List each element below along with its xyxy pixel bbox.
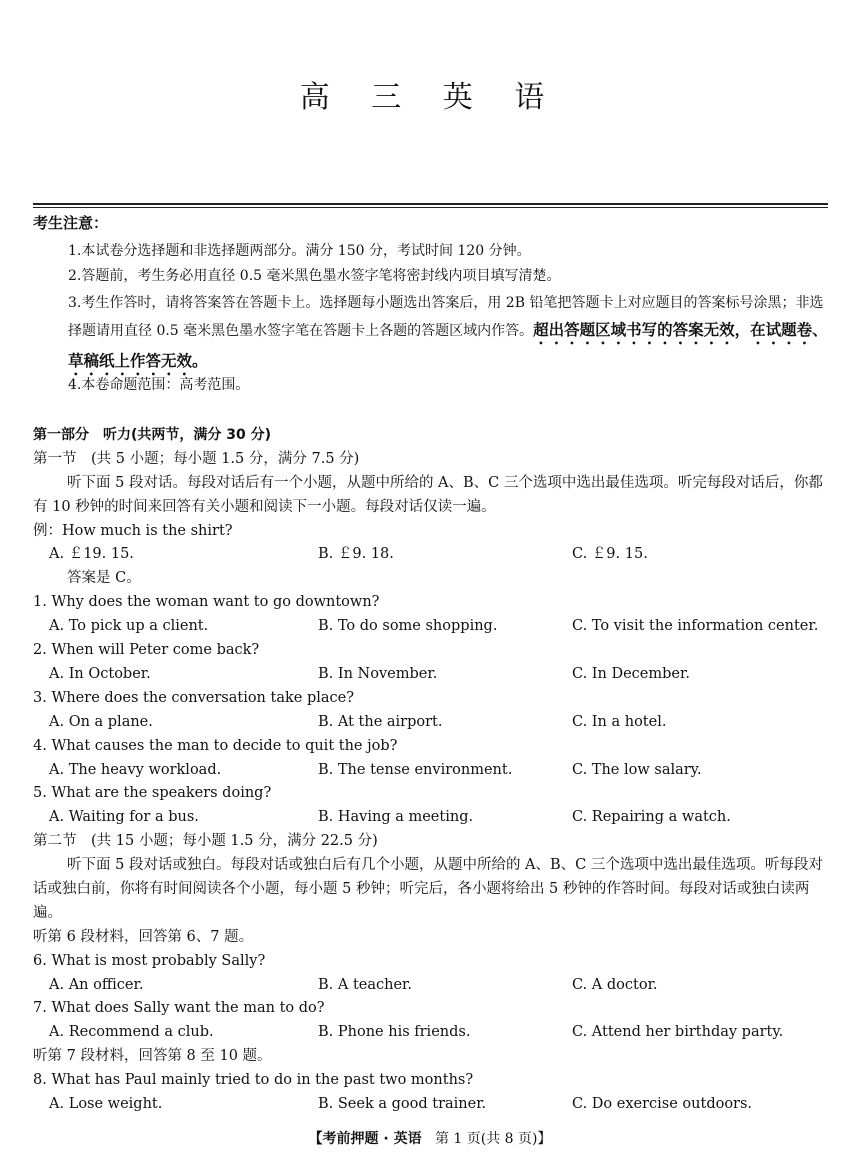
option-c: C. Do exercise outdoors. <box>572 1096 753 1113</box>
option-c: C. The low salary. <box>572 761 702 778</box>
notice-item-3 <box>68 290 830 379</box>
question-4-options <box>33 759 830 783</box>
option-b: B. A teacher. <box>318 976 412 993</box>
question-1-options <box>33 615 830 639</box>
example-options <box>33 543 830 567</box>
notice-item-3-emphasis: 超出答题区域书写的答案无效，在试题卷、草稿纸上作答无效。 <box>68 321 828 370</box>
question-7-options <box>33 1021 830 1045</box>
question-7: 7. What does Sally want the man to do? <box>33 1000 325 1017</box>
material-7-note: 听第 7 段材料，回答第 8 至 10 题。 <box>33 1048 272 1065</box>
option-a: A. In October. <box>49 665 151 682</box>
question-5-options <box>33 806 830 830</box>
question-2-options <box>33 663 830 687</box>
header-rule <box>33 203 828 205</box>
notice-item-3-text: 3.考生作答时，请将答案答在答题卡上。选择题每小题选出答案后，用 2B 铅笔把答题卡上对应题目的答案标号涂黑；非选择题请用直径 0.5 毫米黑色墨水签字笔在答题卡上各题的答题区域内作答。 <box>68 295 824 339</box>
option-b: B. To do some shopping. <box>318 618 498 635</box>
example-answer: 答案是 C。 <box>67 570 141 587</box>
option-b: B. Phone his friends. <box>318 1024 471 1041</box>
option-c: C. Attend her birthday party. <box>572 1024 784 1041</box>
example-option-a: A. ￡19. 15. <box>49 546 134 563</box>
question-8: 8. What has Paul mainly tried to do in the past two months? <box>33 1072 474 1089</box>
option-c: C. To visit the information center. <box>572 618 819 635</box>
footer-label: 【考前押题 · 英语 <box>308 1131 422 1147</box>
option-b: B. At the airport. <box>318 713 443 730</box>
notice-item-4: 4.本卷命题范围：高考范围。 <box>68 377 250 393</box>
page-footer <box>0 1128 860 1148</box>
question-8-options <box>33 1093 830 1117</box>
question-3: 3. Where does the conversation take place? <box>33 689 354 706</box>
option-c: C. In December. <box>572 665 690 682</box>
question-1: 1. Why does the woman want to go downtown? <box>33 594 380 611</box>
option-a: A. On a plane. <box>49 713 153 730</box>
part1-heading: 第一部分 听力(共两节，满分 30 分) <box>33 427 272 443</box>
header-rule-thin <box>33 207 828 208</box>
notice-item-2: 2.答题前，考生务必用直径 0.5 毫米黑色墨水签字笔将密封线内项目填写清楚。 <box>68 268 561 284</box>
option-c: C. Repairing a watch. <box>572 809 731 826</box>
question-4: 4. What causes the man to decide to quit the job? <box>33 737 398 754</box>
question-2: 2. When will Peter come back? <box>33 642 260 659</box>
option-c: C. In a hotel. <box>572 713 667 730</box>
option-a: A. To pick up a client. <box>49 618 209 635</box>
option-c: C. A doctor. <box>572 976 658 993</box>
question-3-options <box>33 711 830 735</box>
option-a: A. The heavy workload. <box>49 761 222 778</box>
option-a: A. Lose weight. <box>49 1096 163 1113</box>
material-6-note: 听第 6 段材料，回答第 6、7 题。 <box>33 928 254 945</box>
option-b: B. In November. <box>318 665 438 682</box>
section2-heading: 第二节 (共 15 小题；每小题 1.5 分，满分 22.5 分) <box>33 833 378 850</box>
question-6-options <box>33 974 830 998</box>
option-a: A. Recommend a club. <box>49 1024 214 1041</box>
option-a: A. Waiting for a bus. <box>49 809 199 826</box>
example-option-b: B. ￡9. 18. <box>318 546 394 563</box>
section1-instructions: 听下面 5 段对话。每段对话后有一个小题，从题中所给的 A、B、C 三个选项中选出最佳选项。听完每段对话后，你都有 10 秒钟的时间来回答有关小题和阅读下一小题。每段对话仅读一遍。 <box>33 474 823 515</box>
section1-heading: 第一节 (共 5 小题；每小题 1.5 分，满分 7.5 分) <box>33 450 360 467</box>
example-question: 例：How much is the shirt? <box>33 522 233 539</box>
page-title: 高 三 英 语 <box>299 80 561 115</box>
notice-heading: 考生注意： <box>33 214 109 232</box>
option-b: B. Seek a good trainer. <box>318 1096 487 1113</box>
notice-item-1: 1.本试卷分选择题和非选择题两部分。满分 150 分，考试时间 120 分钟。 <box>68 243 531 259</box>
section2-instructions: 听下面 5 段对话或独白。每段对话或独白后有几个小题，从题中所给的 A、B、C 三个选项中选出最佳选项。听每段对话或独白前，你将有时间阅读各个小题，每小题 5 秒钟；听完后，各小题将给出 5 秒钟的作答时间。每段对话或独白读两遍。 <box>33 857 823 921</box>
listening-part <box>33 424 830 1117</box>
question-5: 5. What are the speakers doing? <box>33 785 272 802</box>
option-b: B. The tense environment. <box>318 761 513 778</box>
question-6: 6. What is most probably Sally? <box>33 952 266 969</box>
option-a: A. An officer. <box>49 976 144 993</box>
option-b: B. Having a meeting. <box>318 809 474 826</box>
example-option-c: C. ￡9. 15. <box>572 546 648 563</box>
footer-page-number: 第 1 页(共 8 页)】 <box>434 1131 552 1147</box>
